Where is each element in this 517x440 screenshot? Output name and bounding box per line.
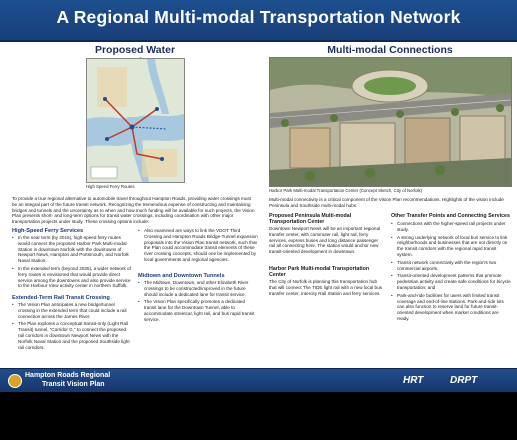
- midtown-tunnels-heading: Midtown and Downtown Tunnels: [138, 273, 225, 279]
- list-item: • Park-and-ride facilities for users with limited transit coverage and end-of-line stations. Park-and-ride lots can also function to reserve land for future transit-oriented development when market conditions are ready.: [391, 293, 511, 322]
- rendering-illustration: [270, 58, 511, 186]
- transit-vision-logo-icon: [8, 374, 22, 388]
- drpt-logo: DRPT: [450, 375, 478, 386]
- hrt-logo: HRT: [403, 375, 424, 386]
- harbor-park-heading: Harbor Park Multi-modal Transportation Center: [269, 266, 370, 278]
- list-item: • Also examined are ways to link the VDOT Third Crossing and Hampton Roads Bridge-Tunnel expansion proposals into the Vision Plan transit network, such that the Plan could accommodate transit elements of these river crossing concepts, should one be implemented by local governments and regional agencies.: [138, 228, 258, 263]
- other-transfer-heading: Other Transfer Points and Connecting Services: [391, 213, 510, 219]
- crossing-options-list: [138, 228, 258, 265]
- list-item: • The Vision Plan specifically promotes a dedicated transit lane for the Downtown Tunnel, able to accommodate streetcar, light rail, and bus rapid transit service.: [138, 299, 258, 322]
- footer-bar: [0, 368, 517, 393]
- rail-crossing-list: [12, 302, 132, 352]
- rail-crossing-heading: Extended-Term Rail Transit Crossing: [12, 295, 110, 301]
- water-crossings-title: Proposed Water: [94, 44, 176, 56]
- rendering-caption: Harbor Park Multi-modal Transportation Center (Concept Sketch, City of Norfolk): [269, 188, 423, 193]
- multimodal-title: Multi-modal Connections: [327, 44, 453, 56]
- midtown-tunnels-list: [138, 280, 258, 325]
- list-item: • The Vision Plan anticipates a new bridge/tunnel crossing in the extended term that could include a rail connection across the James River.: [12, 302, 132, 319]
- harbor-park-rendering: [269, 57, 512, 187]
- footer-title-line1: Hampton Roads Regional: [25, 372, 111, 379]
- crossings-intro: To provide a true regional alternative to automobile travel throughout Hampton Roads, providing water crossings must be an integral part of the future transit network. Recognizing the tremendous expense of constructing and maintaining bridges and tunnels and the uncertainty as to when and how much funding will be available for such projects, the Vision Plan presents short- and long-term options for transit water crossings, including coordination with other major transportation projects under study. These crossing options include:: [12, 196, 255, 225]
- list-item: • Transit-oriented development patterns that promote pedestrian activity and create safe conditions for bicycle transportation; and: [391, 273, 511, 290]
- list-item: • A strong underlying network of local bus service to link neighborhoods and businesses that are not directly on the transit corridors with the regional rapid transit system.: [391, 235, 511, 258]
- map-caption: High Speed Ferry Routes: [86, 184, 135, 189]
- connections-intro: Multi-modal connectivity is a critical component of the Vision Plan recommendations. Highlights of the vision include Peninsula and Southside multi-modal hubs.: [269, 197, 504, 208]
- ferry-heading: High-Speed Ferry Services: [12, 228, 84, 234]
- page-title: A Regional Multi-modal Transportation Network: [56, 7, 461, 27]
- list-item: • The Plan explores a conceptual transit-only (Light Rail Transit) tunnel, “Corridor G,” to connect the proposed rail corridors in downtown Newport News with the Norfolk Naval Station and the proposed Southside light rail corridors.: [12, 321, 132, 350]
- peninsula-text: Downtown Newport News will be an important regional transfer center, with commuter rail, light rail, ferry services, express buses and long distance passenger rail all connecting here. The station would anchor new transit-oriented development in downtown.: [269, 226, 381, 255]
- title-banner: [0, 0, 517, 42]
- ferry-list: [12, 235, 132, 291]
- map-illustration: [87, 59, 184, 182]
- list-item: • In the extended term (beyond 2035), a wider network of ferry routes is envisioned that would provide direct service among the downtowns and also provide service to the Harbour View activity center in northern Suffolk.: [12, 266, 132, 289]
- list-item: • Transit network connectivity with the region's two commercial airports.: [391, 260, 511, 272]
- other-transfer-list: [391, 221, 511, 324]
- list-item: • The Midtown, Downtown, and other Elizabeth River crossings to be constructed/improved in the future should include a dedicated lane for transit service.: [138, 280, 258, 297]
- footer-title-line2: Transit Vision Plan: [42, 381, 105, 388]
- list-item: • Connections with the higher-speed rail projects under study.: [391, 221, 511, 233]
- harbor-park-text: The City of Norfolk is planning this transportation hub that will connect The TIDE light rail with a new local bus transfer center, Intercity Rail Station and ferry services.: [269, 279, 382, 296]
- ferry-routes-map: [86, 58, 185, 183]
- bottom-letterbox: [0, 392, 517, 440]
- list-item: • In the near term (by 2015), high-speed ferry routes would connect the proposed Harbor Park Multi-modal Station in downtown Norfolk with the downtowns of Newport News, Hampton and Portsmouth, and Norfolk Naval Station.: [12, 235, 132, 264]
- peninsula-heading: Proposed Peninsula Multi-modal Transportation Center: [269, 213, 352, 225]
